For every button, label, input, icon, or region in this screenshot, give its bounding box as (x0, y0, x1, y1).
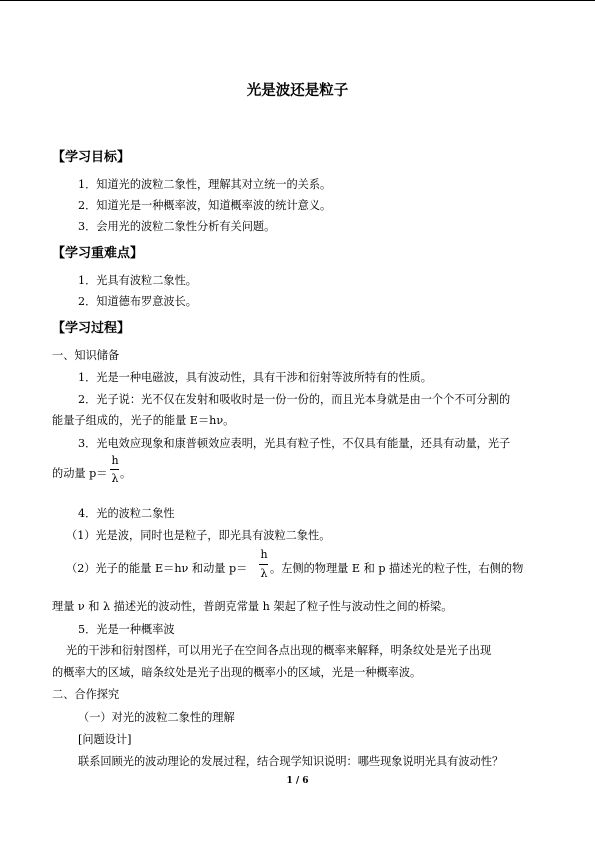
paragraph-line: 1．光是一种电磁波，具有波动性，具有干涉和衍射等波所特有的性质。 (78, 371, 432, 384)
fraction-denominator: λ (111, 472, 119, 485)
fraction-bar (110, 469, 119, 470)
section-heading-goals: 【学习目标】 (52, 150, 131, 165)
paragraph-line: 。 (120, 467, 132, 480)
section-heading-keypoints: 【学习重难点】 (52, 246, 144, 261)
section-heading-process: 【学习过程】 (52, 321, 131, 336)
paragraph-line: 3．光电效应现象和康普顿效应表明，光具有粒子性，不仅具有能量，还具有动量，光子 (78, 437, 511, 450)
goal-item: 1．知道光的波粒二象性，理解其对立统一的关系。 (78, 178, 332, 191)
page-title: 光是波还是粒子 (246, 83, 349, 99)
paragraph-line: 能量子组成的，光子的能量 E＝hν。 (52, 414, 235, 427)
part-heading: 二、合作探究 (52, 688, 120, 701)
paragraph-line: （2）光子的能量 E＝hν 和动量 p＝ (66, 562, 248, 575)
paragraph-line: 2．光子说：光不仅在发射和吸收时是一份一份的，而且光本身就是由一个个不可分割的 (78, 393, 511, 406)
sub-heading: （一）对光的波粒二象性的理解 (78, 711, 235, 724)
page-number: 1 / 6 (286, 776, 309, 786)
fraction-denominator: λ (260, 567, 268, 580)
keypoint-item: 1．光具有波粒二象性。 (78, 274, 197, 287)
goal-item: 3．会用光的波粒二象性分析有关问题。 (78, 220, 276, 233)
paragraph-line: 4．光的波粒二象性 (78, 507, 175, 520)
part-heading: 一、知识储备 (52, 349, 120, 362)
paragraph-line: 5．光是一种概率波 (78, 623, 175, 636)
paragraph-line: 的概率大的区域，暗条纹处是光子出现的概率小的区域，光是一种概率波。 (52, 666, 422, 679)
keypoint-item: 2．知道德布罗意波长。 (78, 295, 197, 308)
problem-design-label: [问题设计] (78, 733, 132, 746)
paragraph-line: 理量 ν 和 λ 描述光的波动性，普朗克常量 h 架起了粒子性与波动性之间的桥梁。 (52, 600, 453, 613)
goal-item: 2．知道光是一种概率波，知道概率波的统计意义。 (78, 199, 332, 212)
paragraph-line: 的动量 p＝ (52, 467, 108, 480)
paragraph-line: 。左侧的物理量 E 和 p 描述光的粒子性，右侧的物 (270, 562, 524, 575)
paragraph-line: 光的干涉和衍射图样，可以用光子在空间各点出现的概率来解释，明条纹处是光子出现 (66, 644, 492, 657)
header-rule (0, 0, 595, 1)
fraction-numerator: h (260, 548, 268, 561)
fraction-numerator: h (111, 454, 119, 467)
paragraph-line: （1）光是波，同时也是粒子，即光具有波粒二象性。 (66, 529, 331, 542)
paragraph-line: 联系回顾光的波动理论的发展过程，结合现学知识说明：哪些现象说明光具有波动性？ (78, 755, 504, 768)
fraction-bar (259, 564, 268, 565)
